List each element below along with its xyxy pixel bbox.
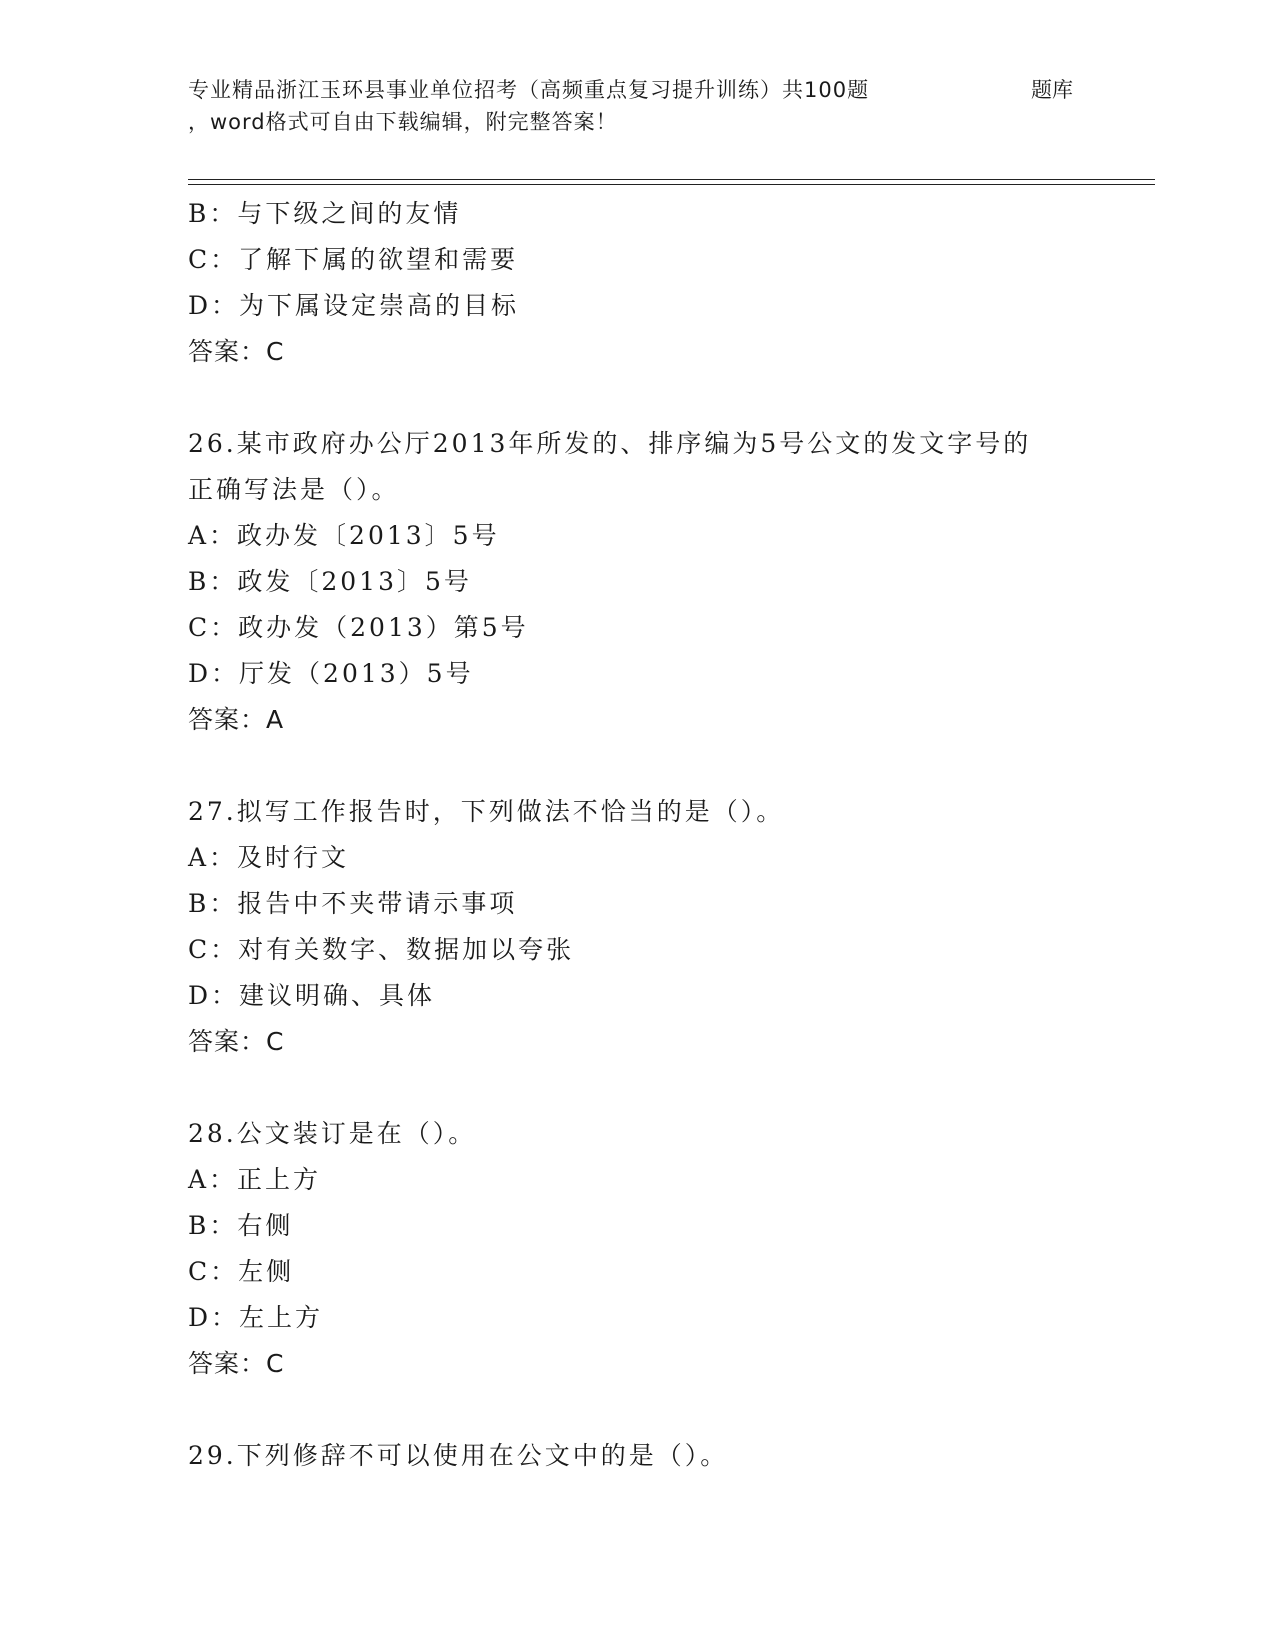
option-d: D：为下属设定崇高的目标 [188, 291, 520, 320]
header-title: 专业精品浙江玉环县事业单位招考（高频重点复习提升训练）共100题 [188, 78, 870, 102]
question-28 [188, 1111, 1088, 1387]
answer: 答案：A [188, 705, 285, 734]
answer: 答案：C [188, 1027, 285, 1056]
option-a: A：正上方 [188, 1165, 322, 1194]
option-b: B：报告中不夹带请示事项 [188, 889, 518, 918]
question-stem: 27.拟写工作报告时，下列做法不恰当的是（）。 [188, 797, 785, 826]
question-stem: 26.某市政府办公厅2013年所发的、排序编为5号公文的发文字号的 [188, 429, 1032, 458]
option-d: D：建议明确、具体 [188, 981, 436, 1010]
option-b: B：右侧 [188, 1211, 294, 1240]
answer: 答案：C [188, 337, 285, 366]
page-header [188, 74, 1148, 144]
question-29 [188, 1433, 1088, 1479]
option-a: A：及时行文 [188, 843, 350, 872]
header-divider-top [188, 179, 1155, 180]
option-b: B：政发〔2013〕5号 [188, 567, 472, 596]
header-label-question-bank: 题库 [1031, 78, 1073, 102]
question-stem-continued: 正确写法是（）。 [188, 475, 400, 504]
header-divider-bottom [188, 184, 1155, 185]
question-27 [188, 789, 1088, 1065]
question-stem: 28.公文装订是在（）。 [188, 1119, 477, 1148]
answer: 答案：C [188, 1349, 285, 1378]
document-body [188, 191, 1088, 1479]
question-25-continued [188, 191, 1088, 375]
option-b: B：与下级之间的友情 [188, 199, 462, 228]
option-c: C：政办发（2013）第5号 [188, 613, 529, 642]
option-c: C：了解下属的欲望和需要 [188, 245, 519, 274]
header-subtitle: ，word格式可自由下载编辑，附完整答案！ [188, 110, 618, 134]
option-a: A：政办发〔2013〕5号 [188, 521, 500, 550]
option-d: D：厅发（2013）5号 [188, 659, 474, 688]
option-d: D：左上方 [188, 1303, 324, 1332]
option-c: C：左侧 [188, 1257, 295, 1286]
question-stem: 29.下列修辞不可以使用在公文中的是（）。 [188, 1441, 729, 1470]
option-c: C：对有关数字、数据加以夸张 [188, 935, 575, 964]
question-26 [188, 421, 1088, 743]
